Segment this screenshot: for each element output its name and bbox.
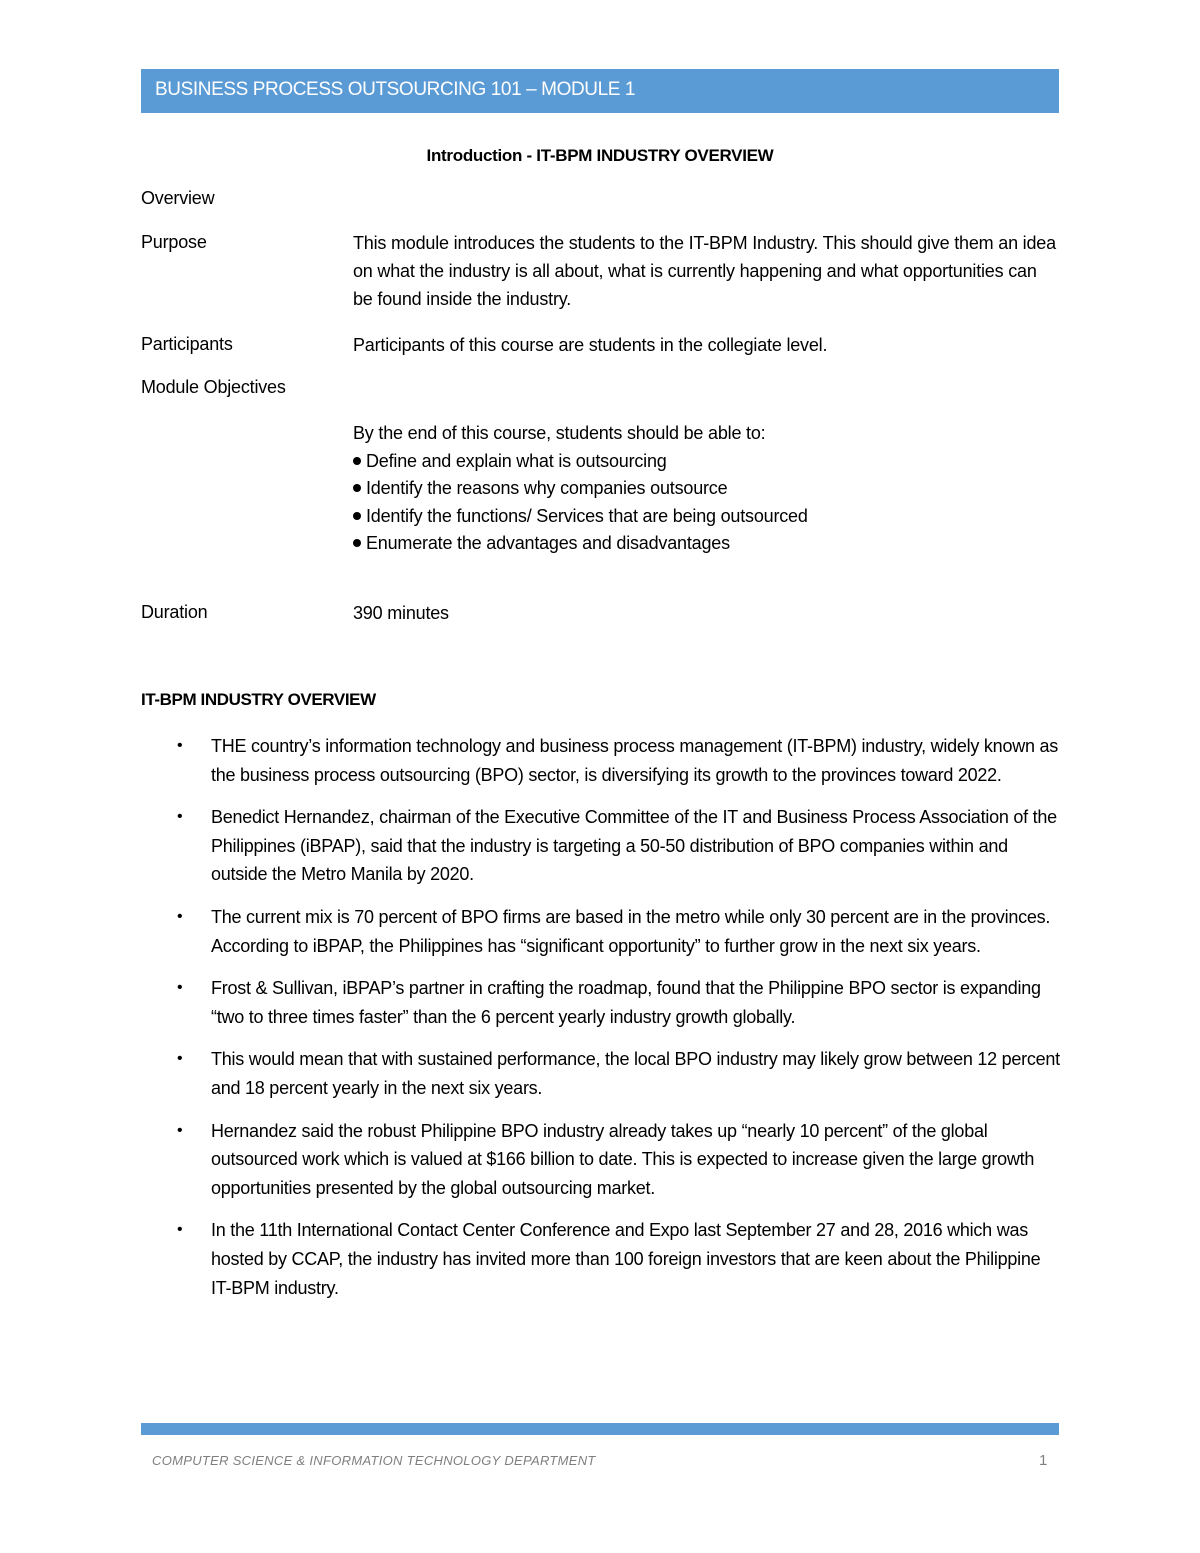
list-item xyxy=(141,732,1061,789)
bullet-icon: • xyxy=(177,1221,183,1239)
list-item-text: Benedict Hernandez, chairman of the Executive Committee of the IT and Business Process Association of the Philippines (iBPAP), said that the industry is targeting a 50-50 distribution of BPO companies within and outside the Metro Manila by 2020. xyxy=(211,807,1057,885)
participants-label: Participants xyxy=(141,334,233,354)
objectives-list xyxy=(353,420,1058,558)
document-title: Introduction - IT-BPM INDUSTRY OVERVIEW xyxy=(426,146,774,165)
list-item xyxy=(141,1045,1061,1102)
bullet-icon: • xyxy=(177,1121,183,1139)
purpose-label: Purpose xyxy=(141,232,207,252)
bullet-dot-icon xyxy=(353,539,361,547)
list-item xyxy=(141,1117,1061,1203)
list-item xyxy=(141,803,1061,889)
header-bar xyxy=(141,69,1059,113)
module-objectives-label: Module Objectives xyxy=(141,377,286,397)
list-item-text: The current mix is 70 percent of BPO firms are based in the metro while only 30 percent are in the provinces. According to iBPAP, the Philippines has “significant opportunity” to further grow in the next six years. xyxy=(211,906,1051,956)
objective-item xyxy=(353,448,1058,476)
page-number: 1 xyxy=(1039,1452,1048,1469)
footer-department: COMPUTER SCIENCE & INFORMATION TECHNOLOGY DEPARTMENT xyxy=(152,1453,596,1468)
list-item-text: This would mean that with sustained performance, the local BPO industry may likely grow between 12 percent and 18 percent yearly in the next six years. xyxy=(211,1049,1060,1098)
industry-bullet-list xyxy=(141,732,1061,1316)
objectives-intro: By the end of this course, students should be able to: xyxy=(353,423,766,443)
overview-label: Overview xyxy=(141,188,215,208)
objective-text: Identify the reasons why companies outsource xyxy=(366,478,728,498)
header-title: BUSINESS PROCESS OUTSOURCING 101 – MODULE 1 xyxy=(155,79,636,100)
bullet-dot-icon xyxy=(353,484,361,492)
objective-text: Identify the functions/ Services that are being outsourced xyxy=(366,505,808,526)
list-item xyxy=(141,903,1061,960)
bullet-icon: • xyxy=(177,1050,183,1068)
list-item-text: In the 11th International Contact Center Conference and Expo last September 27 and 28, 2016 which was hosted by CCAP, the industry has invited more than 100 foreign investors that are keen about the Philippine IT-BPM industry. xyxy=(211,1220,1041,1298)
list-item-text: Hernandez said the robust Philippine BPO industry already takes up “nearly 10 percent” of the global outsourced work which is valued at $166 billion to date. This is expected to increase given the large growth opportunities presented by the global outsourcing market. xyxy=(211,1120,1035,1198)
bullet-dot-icon xyxy=(353,457,361,465)
list-item-text: Frost & Sullivan, iBPAP’s partner in crafting the roadmap, found that the Philippine BPO sector is expanding “two to three times faster” than the 6 percent yearly industry growth globally. xyxy=(211,978,1041,1027)
bullet-icon: • xyxy=(177,737,183,754)
objective-item xyxy=(353,503,1058,531)
bullet-icon: • xyxy=(177,808,183,826)
footer-bar xyxy=(141,1423,1059,1435)
objective-text: Define and explain what is outsourcing xyxy=(366,450,667,471)
list-item xyxy=(141,974,1061,1031)
section-title: IT-BPM INDUSTRY OVERVIEW xyxy=(141,690,376,709)
purpose-text: This module introduces the students to the IT-BPM Industry. This should give them an idea on what the industry is all about, what is currently happening and what opportunities can be found inside the industry. xyxy=(353,233,1056,309)
objective-item xyxy=(353,530,1058,558)
objective-item xyxy=(353,475,1058,503)
participants-text: Participants of this course are students in the collegiate level. xyxy=(353,335,828,355)
list-item-text: THE country’s information technology and business process management (IT-BPM) industry, widely known as the business process outsourcing (BPO) sector, is diversifying its growth to the provinces toward 2022. xyxy=(211,736,1058,785)
bullet-icon: • xyxy=(177,979,183,997)
duration-text: 390 minutes xyxy=(353,603,449,623)
duration-label: Duration xyxy=(141,602,208,622)
bullet-dot-icon xyxy=(353,512,361,520)
list-item xyxy=(141,1216,1061,1302)
bullet-icon: • xyxy=(177,907,183,925)
objective-text: Enumerate the advantages and disadvantages xyxy=(366,533,730,553)
